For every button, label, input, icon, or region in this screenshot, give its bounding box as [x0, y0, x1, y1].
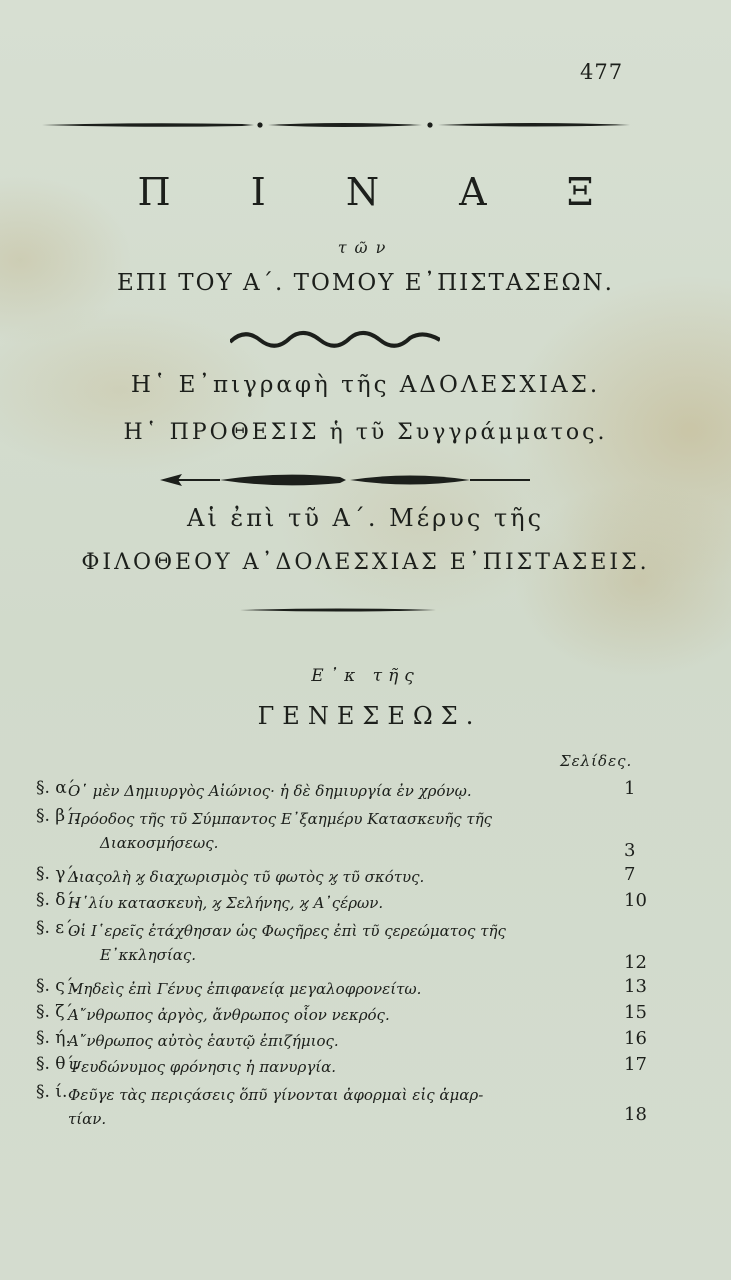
arrow-ornament-rule [160, 468, 530, 492]
heading-prothesis: Η῾ ΠΡΟΘΕΣΙΣ ἡ τῦ Συγγράμματος. [123, 420, 608, 445]
entry-page: 1 [624, 778, 636, 799]
section-mark: §. θ΄. [36, 1054, 80, 1074]
pages-column-header: Σελίδες. [560, 752, 633, 770]
entry-continuation: Ε᾿κκλησίας. [100, 946, 197, 964]
section-mark: §. ή. [36, 1028, 71, 1048]
wavy-ornament-rule [230, 328, 440, 350]
title-connector: τῶν [337, 238, 394, 257]
heading-epigraphe: Η῾ Ε᾿πιγραφὴ τῆς ΑΔΟΛΕΣΧΙΑΣ. [130, 372, 601, 398]
entry-text: Ψευδώνυμος φρόνησις ἡ πανυργία. [68, 1058, 337, 1076]
entry-page: 18 [624, 1104, 647, 1125]
section-mark: §. δ΄. [36, 890, 80, 910]
section-mark: §. ζ΄. [36, 1002, 79, 1022]
entry-text: Ο῾ μὲν Δημιυργὸς Αἰώνιος· ἡ δὲ δημιυργία ἐν χρόνῳ. [68, 782, 472, 800]
entry-text: Οἱ Ι῾ερεῖς ἐτάχθησαν ὡς Φωςῆρες ἐπὶ τῦ ςερεώματος τῆς [68, 922, 506, 940]
entry-page: 7 [624, 864, 636, 885]
entry-page: 16 [624, 1028, 647, 1049]
entry-text: Η῾λίυ κατασκευὴ, ϗ Σελήνης, ϗ Α᾿ςέρων. [68, 894, 384, 912]
page-number: 477 [580, 60, 624, 84]
section-mark: §. ί. [36, 1082, 68, 1102]
entry-continuation: τίαν. [68, 1110, 107, 1128]
top-ornamental-rule [42, 116, 630, 134]
section-mark: §. ε΄. [36, 918, 79, 938]
table-title: Π Ι Ν Α Ξ [137, 170, 628, 214]
entry-page: 17 [624, 1054, 647, 1075]
section-mark: §. α΄. [36, 778, 81, 798]
entry-continuation: Διακοσμήσεως. [100, 834, 219, 852]
entry-page: 10 [624, 890, 647, 911]
section-mark: §. γ΄. [36, 864, 80, 884]
section-mark: §. β΄. [36, 806, 80, 826]
entry-text: Φεῦγε τὰς περιςάσεις ὅπῦ γίνονται ἀφορμαὶ εἰς ἁμαρ- [68, 1086, 484, 1104]
entry-text: Α῎νθρωπος ἀργὸς, ἄνθρωπος οἷον νεκρός. [68, 1006, 390, 1024]
title-subtitle: ΕΠΙ ΤΟΥ Α΄. ΤΟΜΟΥ Ε᾿ΠΙΣΤΑΣΕΩΝ. [117, 270, 614, 296]
heading-meros: Αἱ ἐπὶ τῦ Α΄. Μέρυς τῆς [186, 504, 545, 532]
heading-epistaseis: ΦΙΛΟΘΕΟΥ Α᾿ΔΟΛΕΣΧΙΑΣ Ε᾿ΠΙΣΤΑΣΕΙΣ. [81, 550, 650, 575]
plain-rule [240, 606, 436, 614]
entry-page: 15 [624, 1002, 647, 1023]
entry-text: Πρόοδος τῆς τῦ Σύμπαντος Ε᾿ξαημέρυ Κατασκευῆς τῆς [68, 810, 493, 828]
entry-page: 13 [624, 976, 647, 997]
section-prefix: Ε᾿κ τῆς [311, 666, 420, 686]
section-title: ΓΕΝΕΣΕΩΣ. [257, 702, 482, 730]
entry-text: Διαςολὴ ϗ διαχωρισμὸς τῦ φωτὸς ϗ τῦ σκότυς. [68, 868, 425, 886]
section-mark: §. ς΄. [36, 976, 79, 996]
entry-page: 12 [624, 952, 647, 973]
entry-text: Μηδεὶς ἐπὶ Γένυς ἐπιφανείᾳ μεγαλοφρονείτω. [68, 980, 422, 998]
entry-page: 3 [624, 840, 636, 861]
entry-text: Α῎νθρωπος αὐτὸς ἑαυτῷ ἐπιζήμιος. [68, 1032, 339, 1050]
